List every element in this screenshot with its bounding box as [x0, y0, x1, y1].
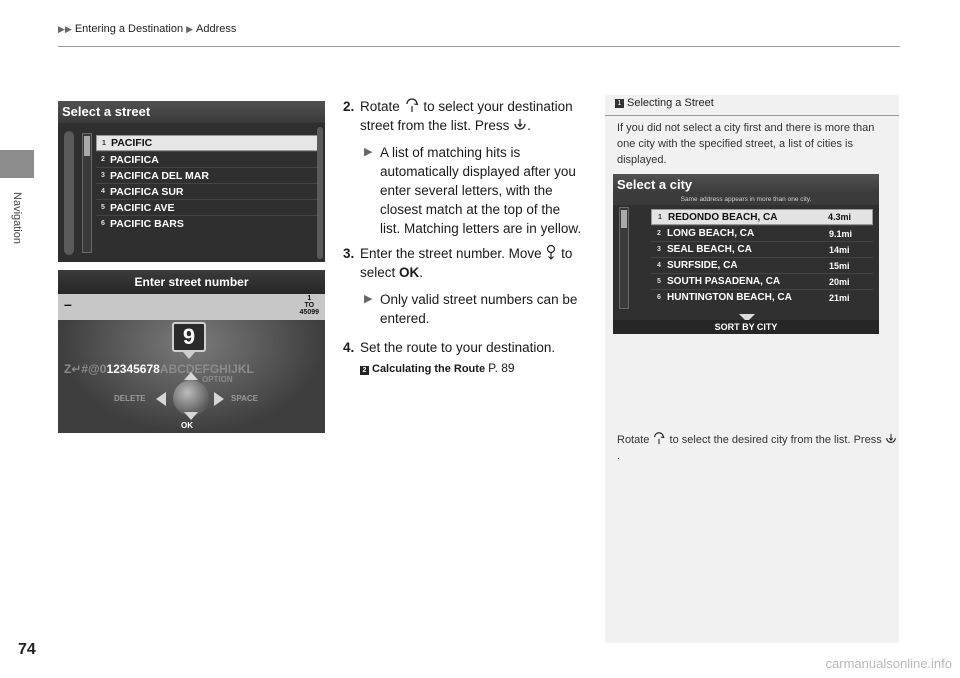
cross-reference-link[interactable]: 2 Calculating the Route P. 89	[360, 359, 583, 379]
city-list-item[interactable]: 1 REDONDO BEACH, CA 4.3mi	[651, 209, 873, 225]
step-4: 4. Set the route to your destination.	[343, 340, 556, 355]
step-2: 2. Rotate to select your destination street from the list. Press .	[343, 99, 573, 133]
note-number-icon: 1	[615, 99, 624, 108]
street-list-item[interactable]: 1 PACIFIC	[96, 135, 318, 151]
breadcrumb	[58, 23, 236, 35]
enter-street-number-screen	[58, 270, 325, 433]
section-tab-marker	[0, 150, 34, 178]
selection-pointer-icon	[183, 352, 195, 359]
city-list-item[interactable]: 2 LONG BEACH, CA 9.1mi	[651, 225, 873, 241]
screen-title: Select a street	[58, 101, 325, 123]
scrollbar-thumb[interactable]	[84, 136, 90, 156]
option-button[interactable]: OPTION	[202, 375, 233, 384]
arrow-down-icon	[184, 412, 198, 420]
step-2-note: ▶ A list of matching hits is automatically displayed after you enter several letters, with the closest match at the top of the list. Matching letters are in yellow.	[364, 145, 582, 236]
watermark: carmanualsonline.info	[825, 656, 952, 671]
screen-title: Enter street number	[58, 270, 325, 294]
rotate-dial-icon	[404, 97, 420, 113]
breadcrumb-item-entering-destination[interactable]: Entering a Destination	[74, 23, 184, 35]
breadcrumb-arrow-icon: ▶▶	[58, 23, 72, 34]
delete-button[interactable]: DELETE	[114, 394, 146, 403]
ok-button[interactable]: OK	[181, 421, 193, 430]
arrow-left-icon	[156, 392, 166, 406]
instruction-steps	[343, 97, 583, 379]
screen-subtitle: Same address appears in more than one city.	[613, 194, 879, 205]
move-down-icon	[545, 244, 557, 260]
breadcrumb-arrow-icon: ▶	[186, 23, 193, 34]
street-list-item[interactable]: 4 PACIFICA SUR	[96, 183, 318, 199]
number-range: 1 TO 45099	[299, 295, 319, 316]
street-list-item[interactable]: 2 PACIFICA	[96, 151, 318, 167]
header-divider	[58, 46, 900, 47]
press-dial-icon	[885, 433, 897, 445]
note-divider	[605, 115, 899, 116]
sort-by-city-button[interactable]: SORT BY CITY	[613, 320, 879, 334]
select-city-screen	[613, 174, 879, 334]
step-3-note: ▶ Only valid street numbers can be entered.	[364, 292, 578, 326]
section-label: Navigation	[11, 192, 23, 244]
reference-icon: 2	[360, 366, 369, 375]
space-button[interactable]: SPACE	[231, 394, 258, 403]
note-body: If you did not select a city first and there is more than one city with the specified street, a list of cities is displayed.	[617, 122, 875, 166]
list-scrollbar[interactable]	[82, 133, 92, 253]
city-list	[651, 209, 873, 305]
breadcrumb-item-address[interactable]: Address	[196, 23, 237, 35]
note-arrow-icon: ▶	[364, 293, 373, 305]
selected-digit: 9	[172, 322, 206, 352]
street-list-item[interactable]: 3 PACIFICA DEL MAR	[96, 167, 318, 183]
screen-bezel	[64, 131, 74, 255]
street-list-item[interactable]: 6 PACIFIC BARS	[96, 215, 318, 231]
press-dial-icon	[513, 118, 527, 132]
city-list-item[interactable]: 4 SURFSIDE, CA 15mi	[651, 257, 873, 273]
note-title: 1 Selecting a Street	[615, 97, 714, 109]
input-value: –	[64, 296, 72, 312]
screen-title: Select a city	[613, 174, 879, 194]
interface-dial-knob[interactable]	[173, 380, 209, 416]
city-list-item[interactable]: 6 HUNTINGTON BEACH, CA 21mi	[651, 289, 873, 305]
scrollbar-thumb[interactable]	[621, 210, 627, 228]
note-arrow-icon: ▶	[364, 146, 373, 158]
select-street-screen	[58, 101, 325, 262]
page-number: 74	[18, 641, 36, 658]
street-list	[96, 135, 318, 231]
city-list-item[interactable]: 3 SEAL BEACH, CA 14mi	[651, 241, 873, 257]
arrow-right-icon	[214, 392, 224, 406]
screen-bezel	[317, 127, 323, 259]
street-list-item[interactable]: 5 PACIFIC AVE	[96, 199, 318, 215]
rotate-dial-icon	[652, 431, 666, 445]
arrow-up-icon	[184, 372, 198, 380]
street-number-input[interactable]	[58, 294, 325, 320]
character-keys[interactable]: Z↵#@012345678ABCDEFGHIJKL	[64, 362, 254, 376]
step-3: 3. Enter the street number. Move to select OK.	[343, 246, 573, 280]
note-instruction: Rotate to select the desired city from the list. Press .	[617, 431, 897, 464]
city-list-item[interactable]: 5 SOUTH PASADENA, CA 20mi	[651, 273, 873, 289]
list-scrollbar[interactable]	[619, 207, 629, 309]
